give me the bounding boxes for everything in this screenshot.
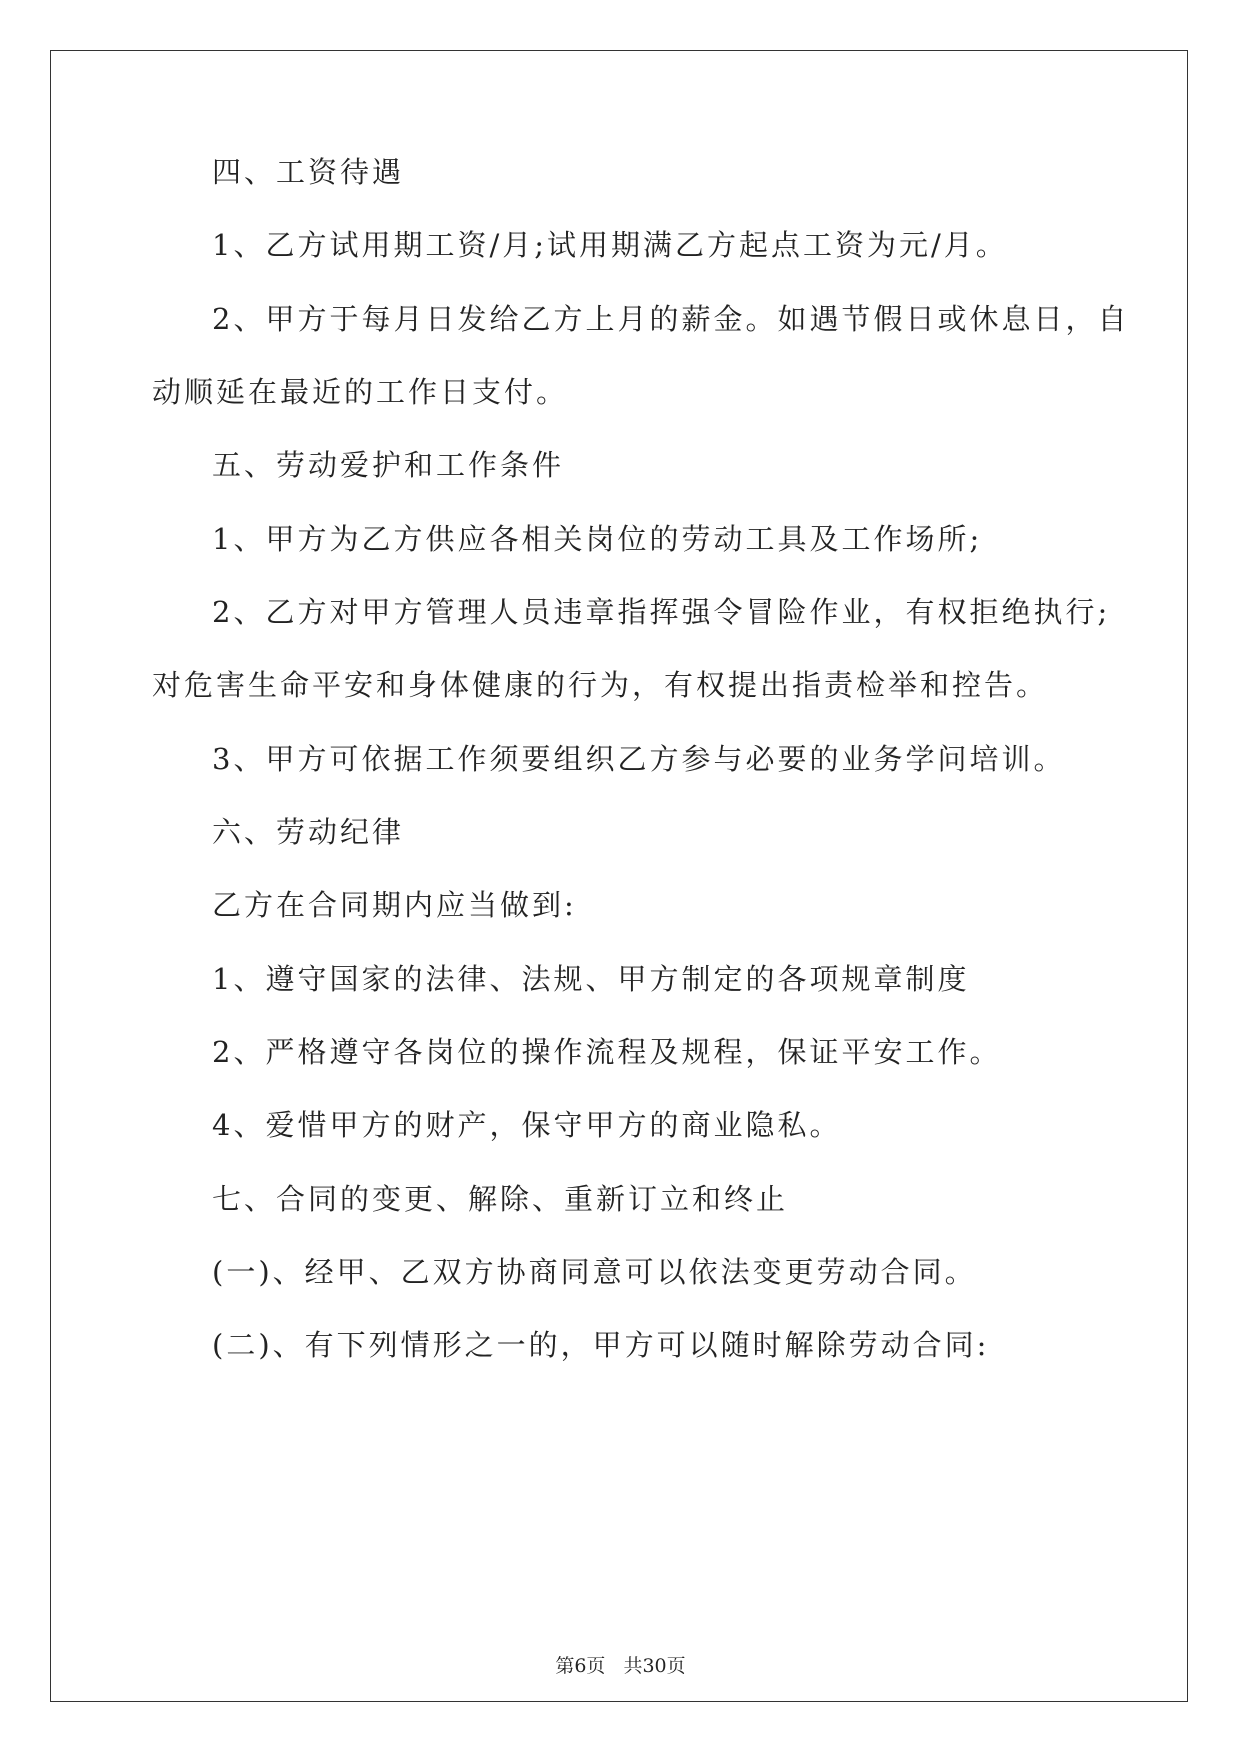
paragraph-line: 4、爱惜甲方的财产，保守甲方的商业隐私。: [212, 1108, 842, 1142]
page-border: [50, 50, 1188, 1702]
section-heading-labor-protection: 五、劳动爱护和工作条件: [212, 448, 565, 482]
paragraph-line: 2、甲方于每月日发给乙方上月的薪金。如遇节假日或休息日，自: [212, 302, 1130, 336]
paragraph-line: 1、遵守国家的法律、法规、甲方制定的各项规章制度: [212, 962, 970, 996]
section-heading-wages: 四、工资待遇: [212, 155, 405, 189]
paragraph-line: 1、乙方试用期工资/月;试用期满乙方起点工资为元/月。: [212, 228, 1008, 262]
section-heading-discipline: 六、劳动纪律: [212, 815, 405, 849]
page-footer: [0, 1651, 1241, 1678]
paragraph-line: 1、甲方为乙方供应各相关岗位的劳动工具及工作场所;: [212, 522, 983, 556]
section-heading-contract-changes: 七、合同的变更、解除、重新订立和终止: [212, 1182, 789, 1216]
paragraph-line: 2、乙方对甲方管理人员违章指挥强令冒险作业，有权拒绝执行;: [212, 595, 1111, 629]
total-pages-label: 共30页: [623, 1655, 686, 1677]
paragraph-line: (一)、经甲、乙双方协商同意可以依法变更劳动合同。: [212, 1255, 977, 1289]
paragraph-line: 对危害生命平安和身体健康的行为，有权提出指责检举和控告。: [152, 668, 1049, 702]
current-page-label: 第6页: [555, 1655, 606, 1677]
paragraph-line: 乙方在合同期内应当做到:: [212, 888, 577, 922]
paragraph-line: (二)、有下列情形之一的，甲方可以随时解除劳动合同:: [212, 1328, 990, 1362]
paragraph-line: 2、严格遵守各岗位的操作流程及规程，保证平安工作。: [212, 1035, 1002, 1069]
paragraph-line: 3、甲方可依据工作须要组织乙方参与必要的业务学问培训。: [212, 742, 1066, 776]
paragraph-line: 动顺延在最近的工作日支付。: [152, 375, 569, 409]
